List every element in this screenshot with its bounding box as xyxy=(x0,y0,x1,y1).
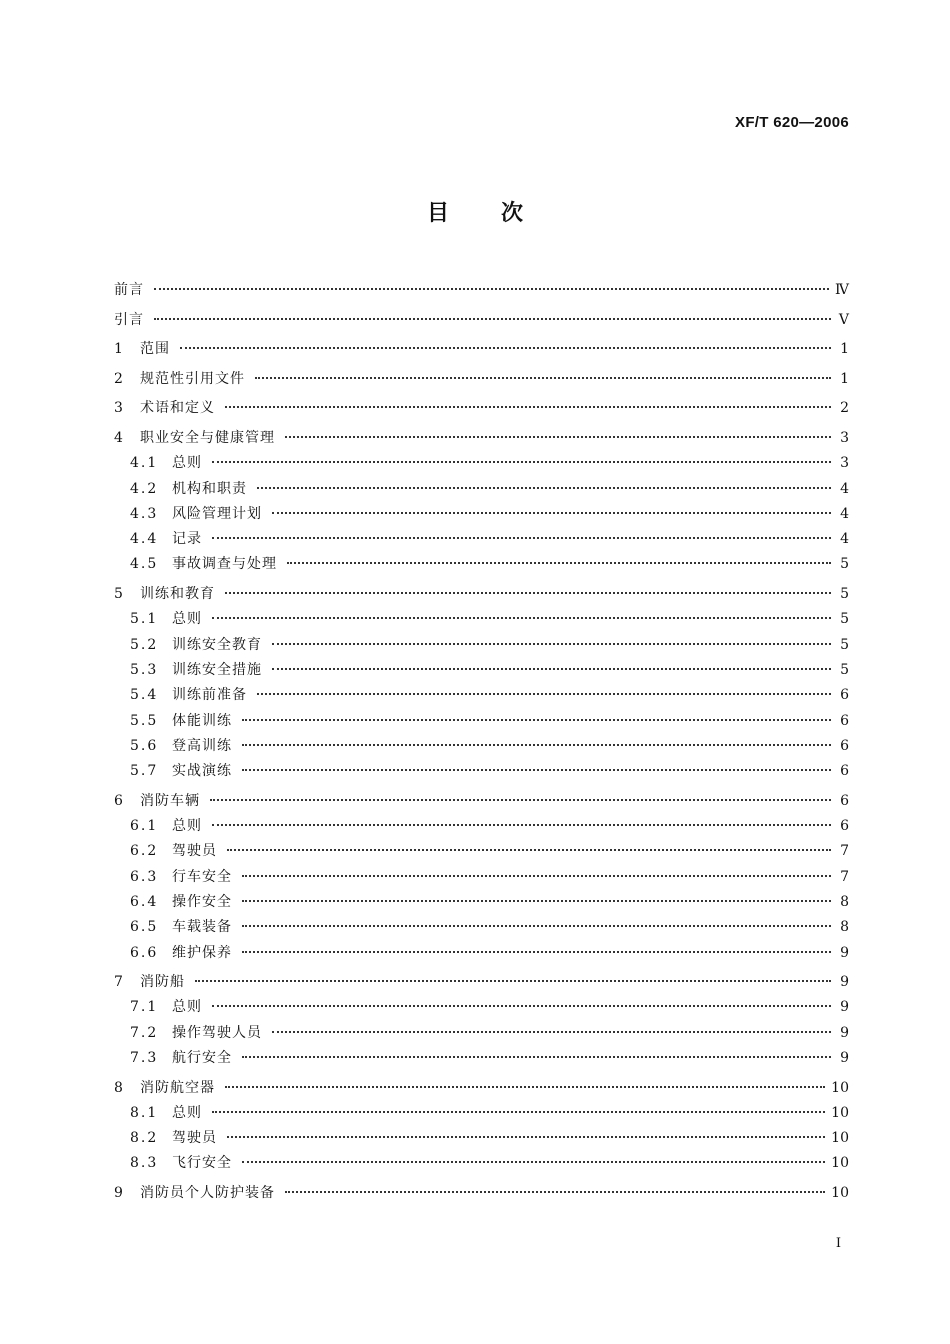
toc-entry xyxy=(114,1023,849,1043)
toc-entry xyxy=(114,609,849,629)
toc-entry-title: 规范性引用文件 xyxy=(140,370,245,387)
toc-entry-page: 4 xyxy=(840,480,849,497)
toc-entry-number: 5.3 xyxy=(130,661,159,678)
toc-entry-title: 车载装备 xyxy=(172,919,232,936)
toc-entry-title: 消防车辆 xyxy=(140,792,200,809)
toc-entry-number: 5.4 xyxy=(130,687,159,704)
toc-entry xyxy=(114,892,849,912)
toc-entry-page: 8 xyxy=(840,919,849,936)
toc-entry-page: 9 xyxy=(840,944,849,961)
toc-entry xyxy=(114,529,849,549)
dot-leader xyxy=(212,1111,825,1113)
dot-leader xyxy=(242,925,831,927)
toc-entry-title: 风险管理计划 xyxy=(172,505,262,522)
toc-entry-page: 5 xyxy=(840,636,849,653)
toc-entry-page: 10 xyxy=(831,1185,849,1202)
toc-entry-title: 总则 xyxy=(172,999,202,1016)
toc-entry-page: 5 xyxy=(840,661,849,678)
toc-entry xyxy=(114,736,849,756)
toc-entry-title: 术语和定义 xyxy=(140,400,215,417)
toc-entry-page: 3 xyxy=(840,429,849,446)
toc-entry xyxy=(114,1128,849,1148)
toc-entry xyxy=(114,660,849,680)
toc-entry-number: 5.2 xyxy=(130,636,159,653)
dot-leader xyxy=(225,406,831,408)
dot-leader xyxy=(242,900,831,902)
toc-entry xyxy=(114,584,849,604)
toc-entry-number: 6.3 xyxy=(130,868,159,885)
dot-leader xyxy=(285,1191,825,1193)
dot-leader xyxy=(212,1005,831,1007)
toc-entry-number: 6.5 xyxy=(130,919,159,936)
toc-entry-title: 登高训练 xyxy=(172,737,232,754)
dot-leader xyxy=(257,693,831,695)
dot-leader xyxy=(225,1086,825,1088)
toc-entry-page: 3 xyxy=(840,455,849,472)
toc-entry-number: 4.3 xyxy=(130,505,159,522)
toc-entry-page: 9 xyxy=(840,1049,849,1066)
toc-entry-title: 训练安全教育 xyxy=(172,636,262,653)
dot-leader xyxy=(242,744,831,746)
toc-entry xyxy=(114,369,849,389)
toc-entry xyxy=(114,554,849,574)
toc-entry-number: 7.3 xyxy=(130,1049,159,1066)
toc-entry-page: 10 xyxy=(831,1104,849,1121)
toc-entry xyxy=(114,453,849,473)
toc-entry xyxy=(114,479,849,499)
toc-entry xyxy=(114,1153,849,1173)
table-of-contents xyxy=(114,280,849,1203)
toc-entry-number: 9 xyxy=(114,1185,124,1202)
dot-leader xyxy=(154,318,831,320)
toc-entry-title: 操作安全 xyxy=(172,893,232,910)
dot-leader xyxy=(227,1136,825,1138)
toc-entry-title: 事故调查与处理 xyxy=(172,556,277,573)
dot-leader xyxy=(242,769,831,771)
toc-entry-number: 5.1 xyxy=(130,611,159,628)
toc-entry-number: 8.2 xyxy=(130,1130,159,1147)
toc-entry-page: 4 xyxy=(840,531,849,548)
toc-entry xyxy=(114,1048,849,1068)
toc-entry-title: 记录 xyxy=(172,531,202,548)
toc-entry-number: 5.7 xyxy=(130,763,159,780)
toc-entry-page: 9 xyxy=(840,1024,849,1041)
toc-entry-title: 飞行安全 xyxy=(172,1155,232,1172)
toc-entry xyxy=(114,504,849,524)
toc-entry xyxy=(114,1183,849,1203)
toc-entry-number: 7.2 xyxy=(130,1024,159,1041)
dot-leader xyxy=(287,562,831,564)
toc-entry-number: 4.4 xyxy=(130,531,159,548)
dot-leader xyxy=(210,799,831,801)
dot-leader xyxy=(272,512,831,514)
toc-entry-page: 7 xyxy=(840,868,849,885)
toc-entry-page: 6 xyxy=(840,763,849,780)
toc-entry-title: 引言 xyxy=(114,311,144,328)
toc-entry-title: 体能训练 xyxy=(172,712,232,729)
toc-entry-page: 9 xyxy=(840,999,849,1016)
toc-entry-number: 8.3 xyxy=(130,1155,159,1172)
toc-entry-title: 范围 xyxy=(140,341,170,358)
toc-entry xyxy=(114,1078,849,1098)
toc-entry-number: 4 xyxy=(114,429,124,446)
toc-entry-page: 10 xyxy=(831,1155,849,1172)
dot-leader xyxy=(272,1031,831,1033)
toc-entry-page: 6 xyxy=(840,818,849,835)
dot-leader xyxy=(242,951,831,953)
toc-title: 目次 xyxy=(426,201,575,226)
toc-entry-number: 7 xyxy=(114,974,124,991)
toc-entry xyxy=(114,867,849,887)
toc-entry-title: 前言 xyxy=(114,282,144,298)
toc-entry-number: 6.1 xyxy=(130,818,159,835)
toc-entry-title: 消防员个人防护装备 xyxy=(140,1185,275,1202)
toc-entry-number: 5 xyxy=(114,586,124,603)
toc-entry-title: 维护保养 xyxy=(172,944,232,961)
toc-entry xyxy=(114,943,849,963)
dot-leader xyxy=(242,719,831,721)
toc-entry-title: 总则 xyxy=(172,818,202,835)
toc-entry xyxy=(114,791,849,811)
toc-entry xyxy=(114,428,849,448)
toc-entry-page: 1 xyxy=(840,341,849,358)
toc-entry-number: 4.2 xyxy=(130,480,159,497)
dot-leader xyxy=(242,875,831,877)
dot-leader xyxy=(195,980,831,982)
toc-entry-title: 训练前准备 xyxy=(172,687,247,704)
toc-entry-page: 9 xyxy=(840,974,849,991)
toc-entry-number: 6.2 xyxy=(130,843,159,860)
toc-entry xyxy=(114,917,849,937)
toc-entry-page: 8 xyxy=(840,893,849,910)
standard-code: XF/T 620—2006 xyxy=(735,114,849,131)
toc-entry-number: 6.4 xyxy=(130,893,159,910)
toc-entry-title: 消防船 xyxy=(140,974,185,991)
toc-entry-number: 6.6 xyxy=(130,944,159,961)
dot-leader xyxy=(212,617,831,619)
toc-entry-number: 2 xyxy=(114,370,124,387)
toc-entry-title: 实战演练 xyxy=(172,763,232,780)
dot-leader xyxy=(212,537,831,539)
dot-leader xyxy=(212,824,831,826)
toc-entry-title: 职业安全与健康管理 xyxy=(140,429,275,446)
toc-entry-number: 3 xyxy=(114,400,124,417)
dot-leader xyxy=(255,377,831,379)
toc-entry-title: 总则 xyxy=(172,455,202,472)
toc-entry-page: 10 xyxy=(831,1079,849,1096)
dot-leader xyxy=(272,643,831,645)
dot-leader xyxy=(227,849,831,851)
toc-entry-page: 6 xyxy=(840,792,849,809)
toc-entry-page: 2 xyxy=(840,400,849,417)
dot-leader xyxy=(180,347,831,349)
toc-entry xyxy=(114,685,849,705)
dot-leader xyxy=(225,592,831,594)
toc-entry-number: 4.1 xyxy=(130,455,159,472)
toc-entry-page: Ⅳ xyxy=(835,282,849,298)
toc-entry-page: 7 xyxy=(840,843,849,860)
toc-entry-page: 1 xyxy=(840,370,849,387)
toc-entry xyxy=(114,841,849,861)
toc-entry-title: 消防航空器 xyxy=(140,1079,215,1096)
toc-entry-title: 行车安全 xyxy=(172,868,232,885)
toc-entry-page: 6 xyxy=(840,737,849,754)
toc-entry-page: 5 xyxy=(840,556,849,573)
toc-entry-number: 1 xyxy=(114,341,124,358)
toc-entry-page: 5 xyxy=(840,611,849,628)
dot-leader xyxy=(242,1056,831,1058)
toc-entry-page: 10 xyxy=(831,1130,849,1147)
toc-entry-number: 6 xyxy=(114,792,124,809)
toc-entry xyxy=(114,997,849,1017)
dot-leader xyxy=(212,461,831,463)
toc-entry-number: 8 xyxy=(114,1079,124,1096)
dot-leader xyxy=(272,668,831,670)
toc-entry-title: 训练和教育 xyxy=(140,586,215,603)
toc-entry-number: 5.5 xyxy=(130,712,159,729)
toc-entry xyxy=(114,816,849,836)
toc-entry-number: 7.1 xyxy=(130,999,159,1016)
toc-entry-page: 6 xyxy=(840,712,849,729)
toc-entry-title: 总则 xyxy=(172,611,202,628)
toc-entry-title: 驾驶员 xyxy=(172,843,217,860)
toc-entry-page: 4 xyxy=(840,505,849,522)
toc-entry xyxy=(114,280,849,300)
dot-leader xyxy=(242,1161,825,1163)
dot-leader xyxy=(285,436,831,438)
toc-entry xyxy=(114,711,849,731)
toc-entry-number: 5.6 xyxy=(130,737,159,754)
toc-entry-title: 操作驾驶人员 xyxy=(172,1024,262,1041)
toc-entry xyxy=(114,339,849,359)
toc-entry xyxy=(114,310,849,330)
toc-entry-page: 6 xyxy=(840,687,849,704)
toc-entry-title: 航行安全 xyxy=(172,1049,232,1066)
toc-entry xyxy=(114,972,849,992)
dot-leader xyxy=(154,288,829,290)
toc-entry-number: 4.5 xyxy=(130,556,159,573)
toc-entry-title: 总则 xyxy=(172,1104,202,1121)
toc-entry xyxy=(114,635,849,655)
toc-entry-title: 驾驶员 xyxy=(172,1130,217,1147)
toc-entry-page: Ⅴ xyxy=(838,311,849,328)
toc-entry xyxy=(114,761,849,781)
toc-entry xyxy=(114,398,849,418)
toc-entry-title: 机构和职责 xyxy=(172,480,247,497)
dot-leader xyxy=(257,487,831,489)
toc-entry-title: 训练安全措施 xyxy=(172,661,262,678)
page-number: I xyxy=(835,1236,841,1251)
toc-entry-number: 8.1 xyxy=(130,1104,159,1121)
toc-entry xyxy=(114,1103,849,1123)
toc-entry-page: 5 xyxy=(840,586,849,603)
